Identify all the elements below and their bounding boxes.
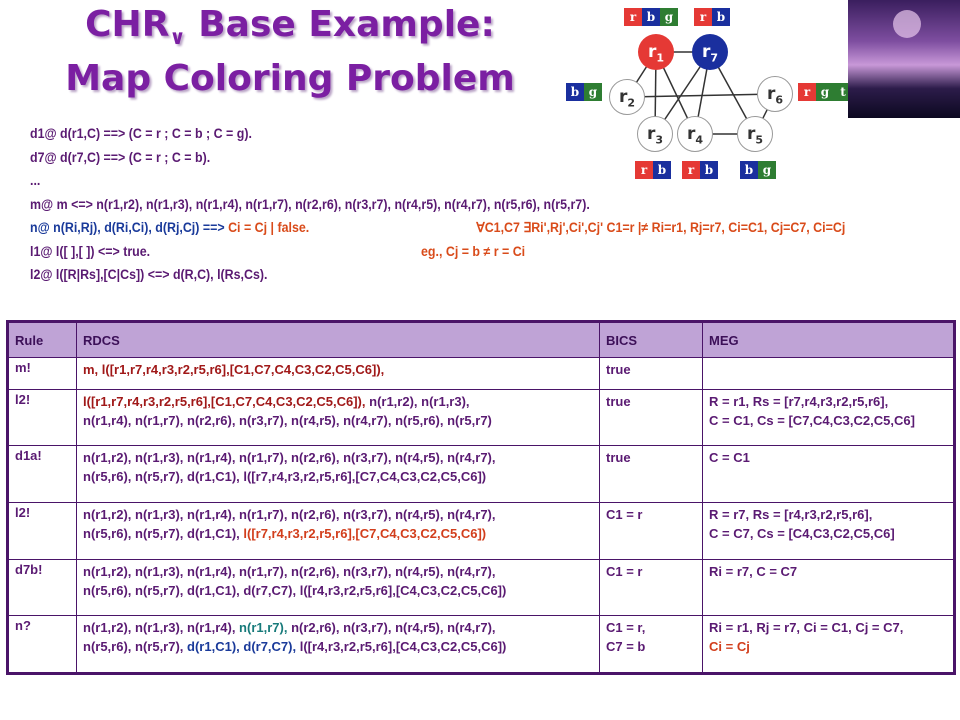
code-line-d1: d1@ d(r1,C) ==> (C = r ; C = b ; C = g). bbox=[30, 126, 252, 141]
table-header-row bbox=[9, 323, 954, 358]
title-line-2: Map Coloring Problem bbox=[65, 58, 515, 100]
cell-rdcs: n(r1,r2), n(r1,r3), n(r1,r4), n(r1,r7), n(r2,r6), n(r3,r7), n(r4,r5), n(r4,r7), n(r5,r6), n(r5,r7), d(r1,C1), d(r7,C7), l([r4,r3,r2,r5,r6],[C4,C3,C2,C5,C6]) bbox=[77, 559, 600, 616]
header-rdcs: RDCS bbox=[77, 323, 600, 358]
code-n-body: Ci = Cj | false. bbox=[228, 220, 310, 235]
code-l1-note: eg., Cj = b ≠ r = Ci bbox=[421, 243, 526, 259]
badge-r1-color-0: r bbox=[624, 8, 642, 26]
badge-r2-color-1: g bbox=[584, 83, 602, 101]
badge-r1 bbox=[624, 8, 678, 26]
badge-r3-color-1: b bbox=[653, 161, 671, 179]
badge-r6-color-0: r bbox=[798, 83, 816, 101]
cell-rule: d1a! bbox=[9, 446, 77, 503]
code-n-head: n@ n(Ri,Rj), d(Ri,Ci), d(Rj,Cj) ==> bbox=[30, 220, 229, 235]
cell-rdcs: n(r1,r2), n(r1,r3), n(r1,r4), n(r1,r7), n(r2,r6), n(r3,r7), n(r4,r5), n(r4,r7), n(r5,r6), n(r5,r7), d(r1,C1), l([r7,r4,r3,r2,r5,r6],[C7,C4,C3,C2,C5,C6]) bbox=[77, 446, 600, 503]
node-r2: $r_2$ bbox=[609, 79, 645, 115]
header-meg: MEG bbox=[703, 323, 954, 358]
cell-bics: true bbox=[600, 446, 703, 503]
table-row bbox=[9, 559, 954, 616]
decorative-image bbox=[848, 0, 960, 118]
cell-bics: C1 = r bbox=[600, 559, 703, 616]
badge-r6-color-2: t bbox=[834, 83, 852, 101]
badge-r1-color-1: b bbox=[642, 8, 660, 26]
badge-r6 bbox=[798, 83, 852, 101]
badge-r4-color-1: b bbox=[700, 161, 718, 179]
cell-bics: true bbox=[600, 358, 703, 390]
code-line-l1 bbox=[30, 240, 858, 264]
badge-r5-color-1: g bbox=[758, 161, 776, 179]
badge-r7-color-0: r bbox=[694, 8, 712, 26]
cell-meg: C = C1 bbox=[703, 446, 954, 503]
cell-meg: R = r1, Rs = [r7,r4,r3,r2,r5,r6], C = C1, Cs = [C7,C4,C3,C2,C5,C6] bbox=[703, 389, 954, 446]
table-row bbox=[9, 446, 954, 503]
code-line-n bbox=[30, 216, 858, 240]
cell-bics: C1 = r bbox=[600, 502, 703, 559]
code-n-note: ∀C1,C7 ∃Ri',Rj',Ci',Cj' C1=r |≠ Ri=r1, Rj=r7, Ci=C1, Cj=C7, Ci=Cj bbox=[476, 220, 846, 235]
badge-r5-color-0: b bbox=[740, 161, 758, 179]
badge-r2 bbox=[566, 83, 602, 101]
code-line-l2: l2@ l([R|Rs],[C|Cs]) <=> d(R,C), l(Rs,Cs). bbox=[30, 267, 268, 282]
badge-r7-color-1: b bbox=[712, 8, 730, 26]
header-rule: Rule bbox=[9, 323, 77, 358]
badge-r6-color-1: g bbox=[816, 83, 834, 101]
badge-r2-color-0: b bbox=[566, 83, 584, 101]
table-row bbox=[9, 616, 954, 673]
badge-r3-color-0: r bbox=[635, 161, 653, 179]
code-line-m: m@ m <=> n(r1,r2), n(r1,r3), n(r1,r4), n(r1,r7), n(r2,r6), n(r3,r7), n(r4,r5), n(r4,r7), n(r5,r6), n(r5,r7). bbox=[30, 196, 590, 212]
badge-r4-color-0: r bbox=[682, 161, 700, 179]
slide-title bbox=[40, 4, 540, 100]
cell-bics: C1 = r, C7 = b bbox=[600, 616, 703, 673]
code-line-ellipsis: ... bbox=[30, 173, 41, 188]
node-r1: $r_1$ bbox=[638, 34, 674, 70]
cell-meg: Ri = r1, Rj = r7, Ci = C1, Cj = C7, Ci = Cj bbox=[703, 616, 954, 673]
code-line-d7: d7@ d(r7,C) ==> (C = r ; C = b). bbox=[30, 149, 211, 165]
cell-rule: l2! bbox=[9, 502, 77, 559]
cell-rdcs: l([r1,r7,r4,r3,r2,r5,r6],[C1,C7,C4,C3,C2,C5,C6]), n(r1,r2), n(r1,r3), n(r1,r4), n(r1,r7), n(r2,r6), n(r3,r7), n(r4,r5), n(r4,r7), n(r5,r6), n(r5,r7) bbox=[77, 389, 600, 446]
node-r4: $r_4$ bbox=[677, 116, 713, 152]
table-row bbox=[9, 389, 954, 446]
cell-rule: m! bbox=[9, 358, 77, 390]
moon-shape bbox=[893, 10, 921, 38]
node-r5: $r_5$ bbox=[737, 116, 773, 152]
cell-rdcs: m, l([r1,r7,r4,r3,r2,r5,r6],[C1,C7,C4,C3,C2,C5,C6]), bbox=[77, 358, 600, 390]
derivation-table bbox=[6, 320, 956, 675]
table-row bbox=[9, 358, 954, 390]
cell-rule: l2! bbox=[9, 389, 77, 446]
title-line-1: $CHR_\vee$ Base Example: bbox=[85, 4, 495, 50]
cell-rdcs: n(r1,r2), n(r1,r3), n(r1,r4), n(r1,r7), n(r2,r6), n(r3,r7), n(r4,r5), n(r4,r7), n(r5,r6), n(r5,r7), d(r1,C1), d(r7,C7), l([r4,r3,r2,r5,r6],[C4,C3,C2,C5,C6]) bbox=[77, 616, 600, 673]
cell-meg: R = r7, Rs = [r4,r3,r2,r5,r6], C = C7, Cs = [C4,C3,C2,C5,C6] bbox=[703, 502, 954, 559]
cell-rdcs: n(r1,r2), n(r1,r3), n(r1,r4), n(r1,r7), n(r2,r6), n(r3,r7), n(r4,r5), n(r4,r7), n(r5,r6), n(r5,r7), d(r1,C1), l([r7,r4,r3,r2,r5,r6],[C7,C4,C3,C2,C5,C6]) bbox=[77, 502, 600, 559]
cell-bics: true bbox=[600, 389, 703, 446]
cell-rule: d7b! bbox=[9, 559, 77, 616]
badge-r1-color-2: g bbox=[660, 8, 678, 26]
chr-program bbox=[30, 122, 858, 287]
badge-r7 bbox=[694, 8, 730, 26]
cell-meg bbox=[703, 358, 954, 390]
header-bics: BICS bbox=[600, 323, 703, 358]
cell-rule: n? bbox=[9, 616, 77, 673]
node-r6: $r_6$ bbox=[757, 76, 793, 112]
cell-meg: Ri = r7, C = C7 bbox=[703, 559, 954, 616]
node-r7: $r_7$ bbox=[692, 34, 728, 70]
edge-r2-r6 bbox=[627, 94, 775, 97]
table-row bbox=[9, 502, 954, 559]
code-l1-text: l1@ l([ ],[ ]) <=> true. bbox=[30, 243, 151, 259]
node-r3: $r_3$ bbox=[637, 116, 673, 152]
